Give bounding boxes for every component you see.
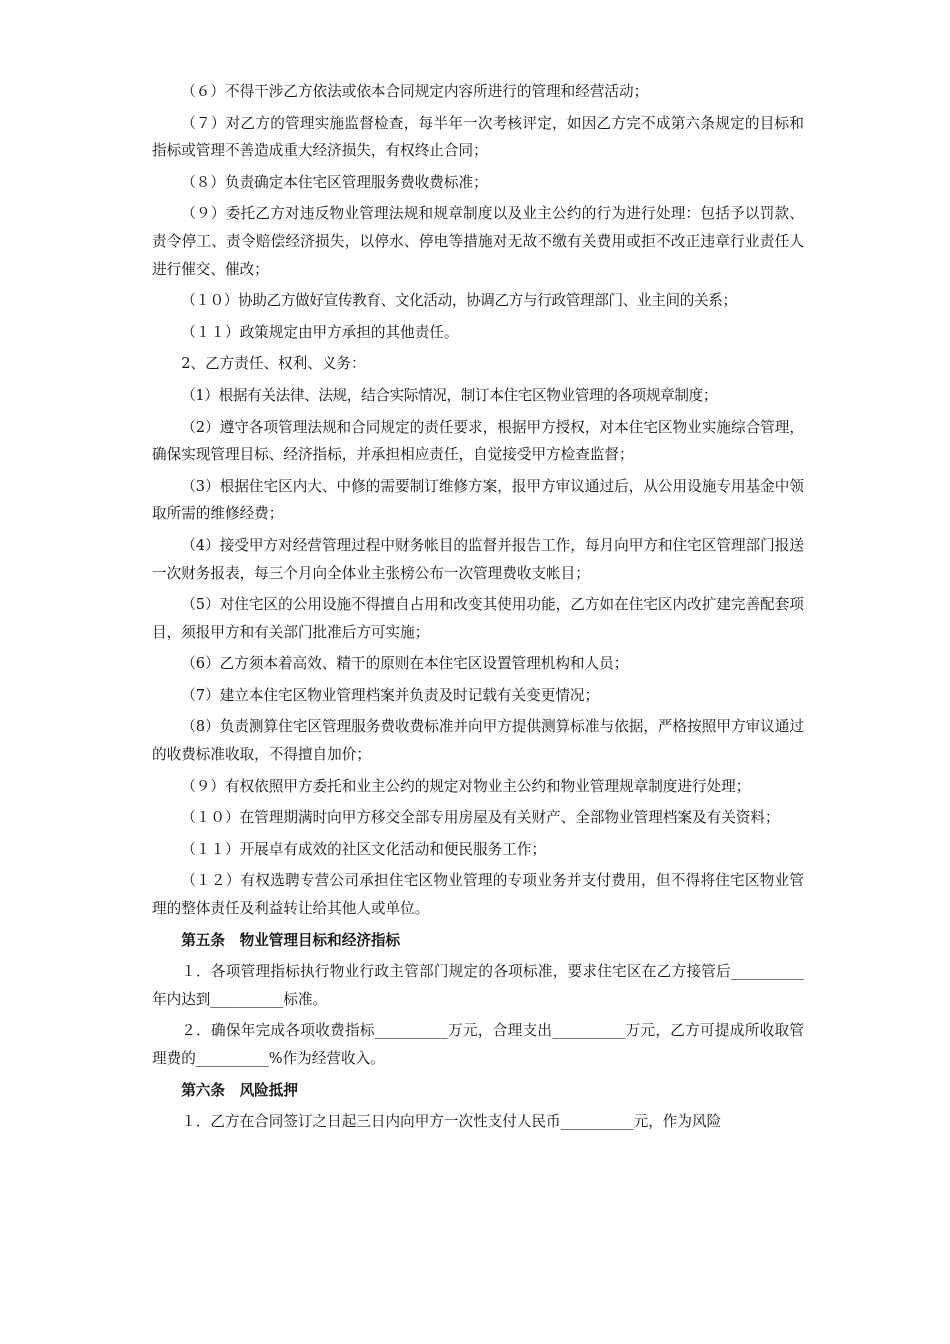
- clause-a9: （９）委托乙方对违反物业管理法规和规章制度以及业主公约的行为进行处理：包括予以罚款、责令停工、责令赔偿经济损失，以停水、停电等措施对无故不缴有关费用或拒不改正违章行业责任人进行催交、催改；: [152, 205, 804, 278]
- clause-b2: （2）遵守各项管理法规和合同规定的责任要求，根据甲方授权，对本住宅区物业实施综合管理，确保实现管理目标、经济指标，并承担相应责任，自觉接受甲方检查监督；: [152, 418, 804, 464]
- clause-b3: （3）根据住宅区内大、中修的需要制订维修方案，报甲方审议通过后，从公用设施专用基金中领取所需的维修经费；: [152, 477, 804, 523]
- clause-a11: （１１）政策规定由甲方承担的其他责任。: [181, 323, 459, 341]
- clause-b9: （９）有权依照甲方委托和业主公约的规定对物业主公约和物业管理规章制度进行处理；: [181, 777, 751, 795]
- clause-a8: （８）负责确定本住宅区管理服务费收费标准；: [181, 173, 488, 191]
- clause-b5: （5）对住宅区的公用设施不得擅自占用和改变其使用功能，乙方如在住宅区内改扩建完善配套项目，须报甲方和有关部门批准后方可实施；: [152, 596, 804, 641]
- article-6-item-1: １．乙方在合同签订之日起三日内向甲方一次性支付人民币__________元，作为风险: [181, 1113, 722, 1131]
- section-party-b-heading: 2、乙方责任、权利、义务：: [181, 355, 366, 373]
- article-5-heading: 第五条 物业管理目标和经济指标: [181, 931, 401, 949]
- clause-b10: （１０）在管理期满时向甲方移交全部专用房屋及有关财产、全部物业管理档案及有关资料；: [181, 809, 780, 827]
- clause-a10: （１０）协助乙方做好宣传教育、文化活动，协调乙方与行政管理部门、业主间的关系；: [181, 292, 737, 310]
- clause-b11: （１１）开展卓有成效的社区文化活动和便民服务工作；: [181, 840, 547, 858]
- clause-b6: （6）乙方须本着高效、精干的原则在本住宅区设置管理机构和人员；: [181, 655, 629, 673]
- article-5-item-2: ２．确保年完成各项收费指标__________万元，合理支出__________万元，乙方可提成所收取管理费的__________%作为经营收入。: [152, 1022, 804, 1067]
- clause-a6: （６）不得干涉乙方依法或依本合同规定内容所进行的管理和经营活动；: [181, 83, 649, 100]
- clause-b4: （4）接受甲方对经营管理过程中财务帐目的监督并报告工作，每月向甲方和住宅区管理部门报送一次财务报表，每三个月向全体业主张榜公布一次管理费收支帐目；: [152, 536, 804, 582]
- clause-b8: （8）负责测算住宅区管理服务费收费标准并向甲方提供测算标准与依据，严格按照甲方审议通过的收费标准收取，不得擅自加价；: [152, 718, 804, 764]
- clause-a7: （７）对乙方的管理实施监督检查，每半年一次考核评定，如因乙方完不成第六条规定的目标和指标或管理不善造成重大经济损失，有权终止合同；: [152, 114, 804, 160]
- article-6-heading: 第六条 风险抵押: [181, 1081, 298, 1099]
- clause-b1: （1）根据有关法律、法规，结合实际情况，制订本住宅区物业管理的各项规章制度；: [181, 386, 718, 404]
- document-body: [152, 78, 804, 1140]
- clause-b12: （１２）有权选聘专营公司承担住宅区物业管理的专项业务并支付费用，但不得将住宅区物业管理的整体责任及利益转让给其他人或单位。: [152, 872, 804, 918]
- clause-b7: （7）建立本住宅区物业管理档案并负责及时记载有关变更情况；: [181, 686, 600, 704]
- article-5-item-1: １．各项管理指标执行物业行政主管部门规定的各项标准，要求住宅区在乙方接管后__________年内达到__________标准。: [152, 963, 804, 1008]
